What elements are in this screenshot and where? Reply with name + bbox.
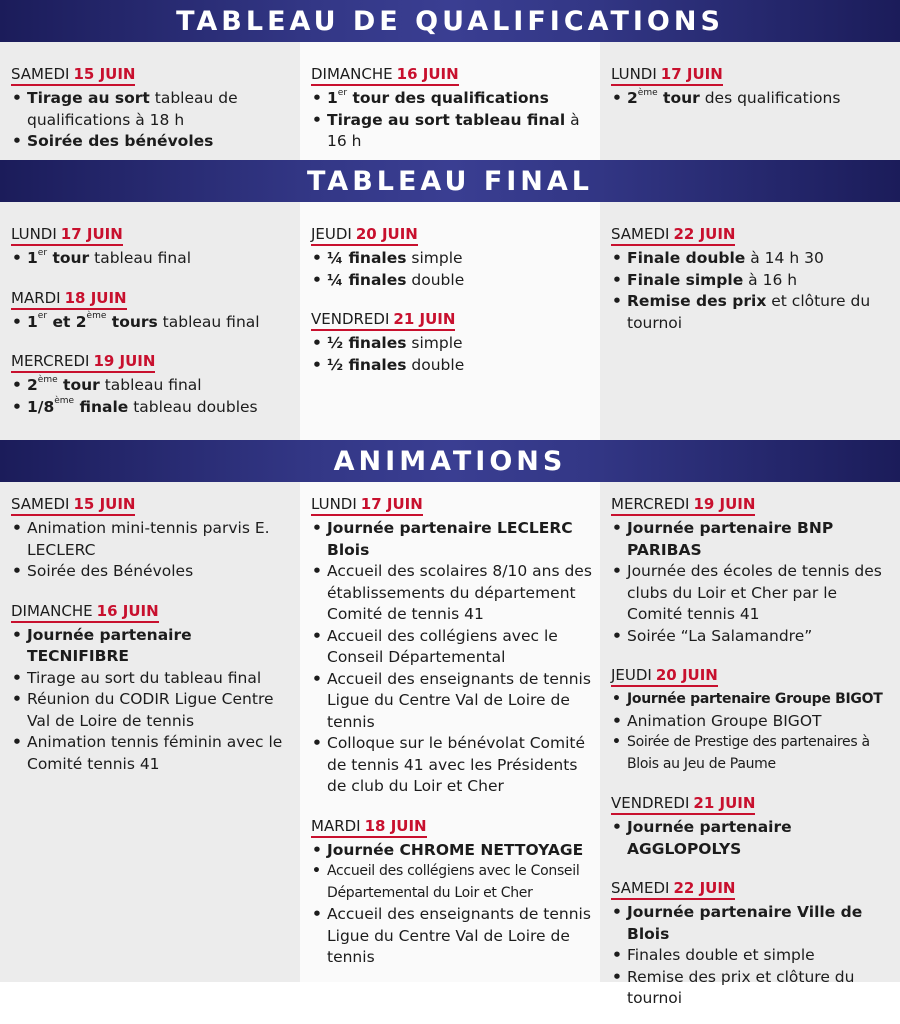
event-list [611,817,892,860]
event-list [611,902,892,1010]
list-item: • Accueil des collégiens avec le Conseil Départemental [311,626,592,669]
final-row [0,202,900,440]
day-heading: SAMEDI 15 JUIN [11,495,135,516]
list-item: • Accueil des enseignants de tennis Ligue du Centre Val de Loire de tennis [311,669,592,734]
list-item: • Animation Groupe BIGOT [611,711,892,733]
list-item: • Accueil des scolaires 8/10 ans des établissements du département Comité de tennis 41 [311,561,592,626]
list-item: • Accueil des collégiens avec le Conseil Départemental du Loir et Cher [311,861,592,904]
event-list [611,88,892,110]
day-heading: MERCREDI 19 JUIN [11,352,155,373]
list-item: • 1er tour des qualifications [311,88,592,110]
event-list [11,375,292,418]
list-item: • Journée CHROME NETTOYAGE [311,840,592,862]
list-item: • Journée partenaire Groupe BIGOT [611,689,892,711]
list-item: • Journée partenaire TECNIFIBRE [11,625,292,668]
day-heading: VENDREDI 21 JUIN [311,310,455,331]
list-item: • Tirage au sort tableau final à 16 h [311,110,592,153]
anim-col-2 [300,482,600,982]
day-heading: LUNDI 17 JUIN [611,65,723,86]
qualifications-row [0,42,900,160]
list-item: • Journée des écoles de tennis des clubs du Loir et Cher par le Comité tennis 41 [611,561,892,626]
day-heading: SAMEDI 22 JUIN [611,879,735,900]
list-item: • Tirage au sort du tableau final [11,668,292,690]
event-list [311,518,592,798]
event-list [311,88,592,153]
list-item: • 2ème tour tableau final [11,375,292,397]
list-item: • 1er tour tableau final [11,248,292,270]
final-col-2 [300,202,600,440]
event-list [611,518,892,647]
event-list [311,248,592,291]
day-heading: MARDI 18 JUIN [11,289,127,310]
event-list [311,333,592,376]
event-list [11,248,292,270]
animations-banner: ANIMATIONS [0,440,900,482]
day-heading: DIMANCHE 16 JUIN [11,602,159,623]
list-item: • Tirage au sort tableau de qualifications à 18 h [11,88,292,131]
list-item: • Remise des prix et clôture du tournoi [611,291,892,334]
list-item: • Journée partenaire LECLERC Blois [311,518,592,561]
day-heading: JEUDI 20 JUIN [611,666,718,687]
day-heading: MARDI 18 JUIN [311,817,427,838]
list-item: • Colloque sur le bénévolat Comité de tennis 41 avec les Présidents de club du Loir et Cher [311,733,592,798]
list-item: • Journée partenaire Ville de Blois [611,902,892,945]
list-item: • Remise des prix et clôture du tournoi [611,967,892,1010]
day-heading: SAMEDI 15 JUIN [11,65,135,86]
day-heading: MERCREDI 19 JUIN [611,495,755,516]
list-item: • Animation tennis féminin avec le Comité tennis 41 [11,732,292,775]
qualif-col-samedi [0,42,300,160]
list-item: • Finales double et simple [611,945,892,967]
day-heading: DIMANCHE 16 JUIN [311,65,459,86]
qualif-col-dimanche [300,42,600,160]
list-item: • Soirée des Bénévoles [11,561,292,583]
list-item: • Soirée “La Salamandre” [611,626,892,648]
list-item: • Accueil des enseignants de tennis Ligue du Centre Val de Loire de tennis [311,904,592,969]
list-item: • Animation mini-tennis parvis E. LECLERC [11,518,292,561]
list-item: • Journée partenaire BNP PARIBAS [611,518,892,561]
day-heading: SAMEDI 22 JUIN [611,225,735,246]
qualifications-banner: TABLEAU DE QUALIFICATIONS [0,0,900,42]
list-item: • 2ème tour des qualifications [611,88,892,110]
list-item: • Réunion du CODIR Ligue Centre Val de Loire de tennis [11,689,292,732]
list-item: • 1er et 2ème tours tableau final [11,312,292,334]
list-item: • ¼ finales simple [311,248,592,270]
event-list [611,689,892,775]
list-item: • Soirée de Prestige des partenaires à Blois au Jeu de Paume [611,732,892,775]
day-heading: LUNDI 17 JUIN [11,225,123,246]
day-heading: VENDREDI 21 JUIN [611,794,755,815]
event-list [11,518,292,583]
event-list [11,625,292,776]
event-list [11,88,292,153]
list-item: • Finale simple à 16 h [611,270,892,292]
final-col-3 [600,202,900,440]
list-item: • 1/8ème finale tableau doubles [11,397,292,419]
anim-col-1 [0,482,300,982]
list-item: • ½ finales simple [311,333,592,355]
final-banner: TABLEAU FINAL [0,160,900,202]
event-list [11,312,292,334]
anim-col-3 [600,482,900,1007]
event-list [611,248,892,334]
list-item: • ¼ finales double [311,270,592,292]
qualif-col-lundi [600,42,900,160]
list-item: • Finale double à 14 h 30 [611,248,892,270]
list-item: • Soirée des bénévoles [11,131,292,153]
final-col-1 [0,202,300,440]
event-list [311,840,592,969]
day-heading: LUNDI 17 JUIN [311,495,423,516]
list-item: • Journée partenaire AGGLOPOLYS [611,817,892,860]
list-item: • ½ finales double [311,355,592,377]
animations-row [0,482,900,1007]
day-heading: JEUDI 20 JUIN [311,225,418,246]
